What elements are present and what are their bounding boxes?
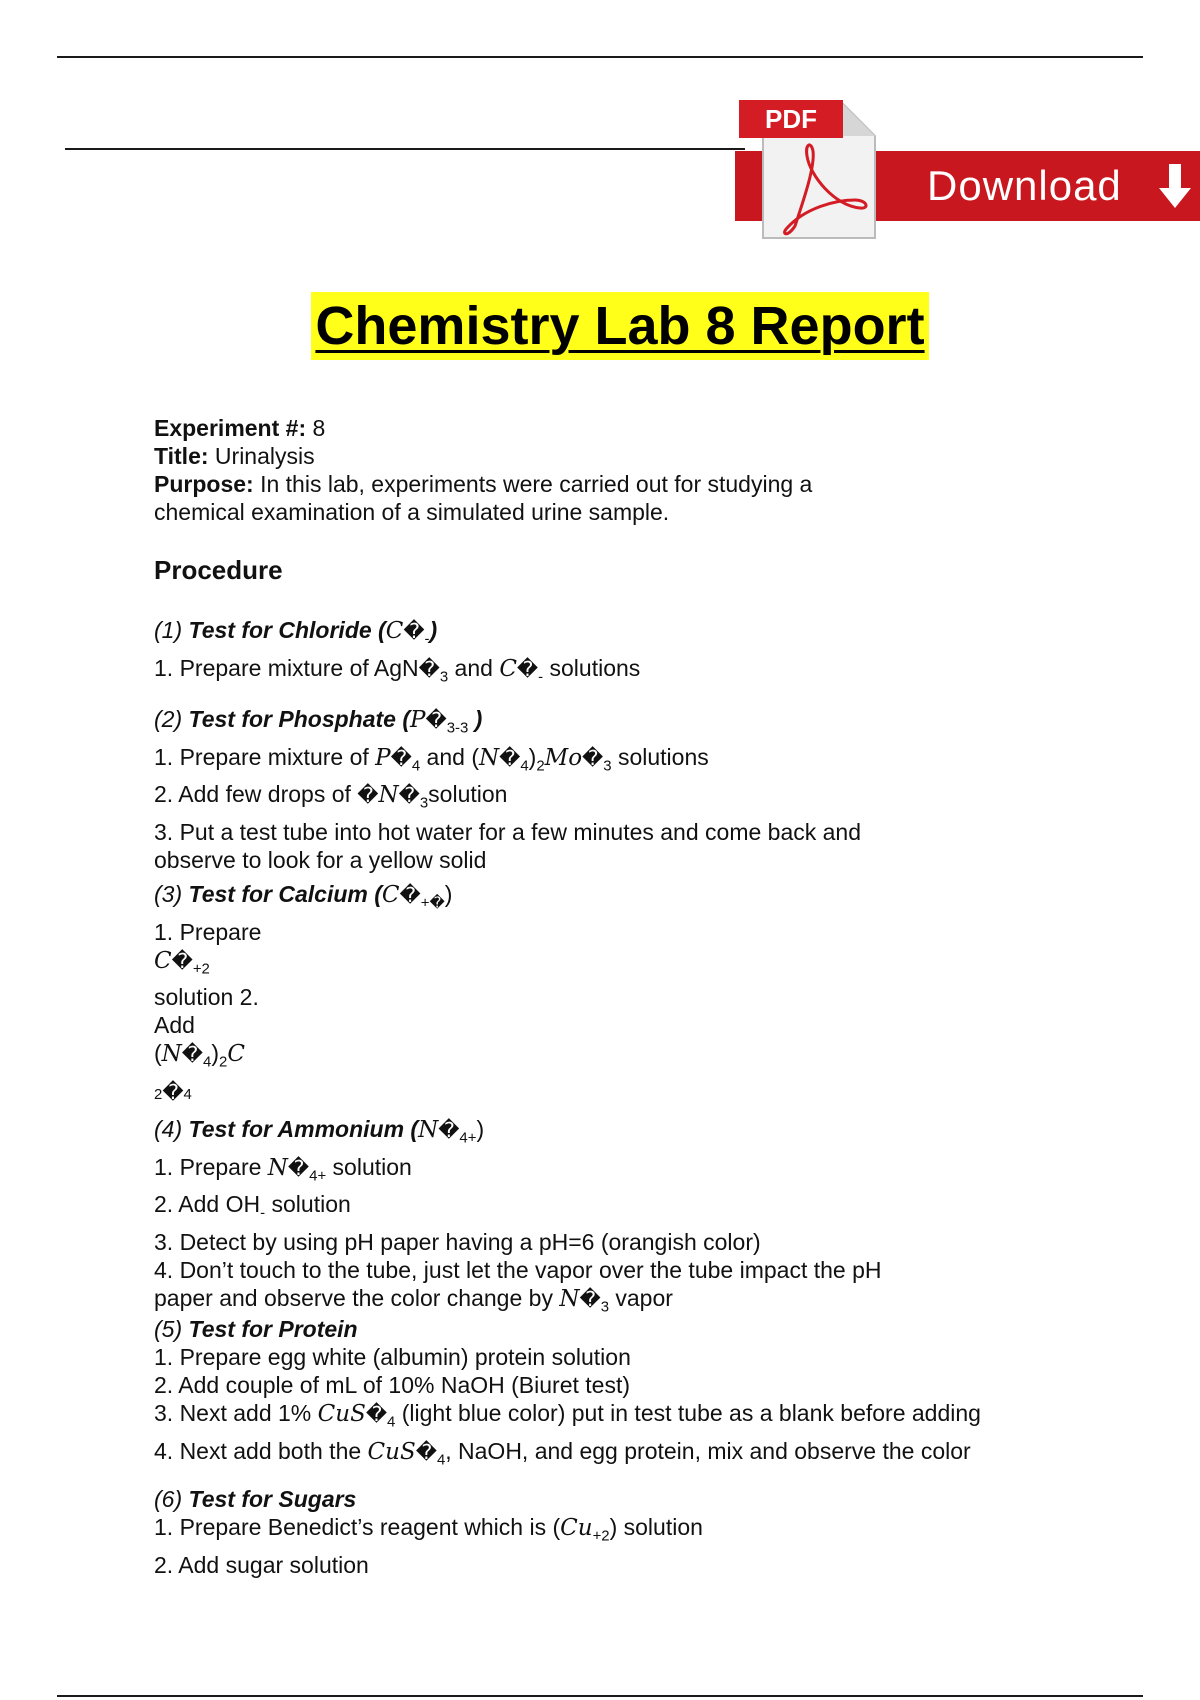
step: 2. Add couple of mL of 10% NaOH (Biuret test)	[154, 1372, 630, 1398]
title-block	[0, 292, 1200, 360]
section-title: (6) Test for Sugars	[154, 1486, 357, 1512]
step: 1. Prepare egg white (albumin) protein solution	[154, 1344, 631, 1370]
section-title: (2) Test for Phosphate ($P�_{3-3}$ )	[154, 706, 483, 737]
section-ammonium	[154, 1115, 1114, 1321]
pdf-tag: PDF	[765, 104, 817, 134]
step: 4. Don’t touch to the tube, just let the vapor over the tube impact the pH	[154, 1256, 882, 1283]
experiment-value: 8	[306, 415, 326, 441]
download-label[interactable]: Download	[927, 162, 1122, 209]
step: 1. Prepare Benedict’s reagent which is $(Cu_{+2})$ solution	[154, 1514, 703, 1545]
step: 3. Next add 1% $CuS�_4$ (light blue color) put in test tube as a blank before adding	[154, 1400, 981, 1431]
procedure-heading: Procedure	[154, 555, 283, 585]
step: 2. Add few drops of $�N�_3solution$	[154, 781, 508, 812]
step-continued: paper and observe the color change by $N�_3$ vapor	[154, 1284, 673, 1316]
section-calcium	[154, 880, 1114, 1109]
procedure-heading-block	[154, 556, 1114, 584]
step-continued: observe to look for a yellow solid	[154, 846, 487, 873]
experiment-label: Experiment #:	[154, 415, 307, 441]
step: 3. Put a test tube into hot water for a few minutes and come back and	[154, 818, 862, 845]
section-sugars	[154, 1485, 1114, 1579]
section-title: (4) Test for Ammonium $(N�_{4+})$	[154, 1116, 485, 1147]
step: 2. Add sugar solution	[154, 1551, 369, 1578]
section-phosphate	[154, 705, 1114, 874]
formula-line: 2�4	[154, 1079, 192, 1104]
bottom-rule	[57, 1695, 1143, 1697]
step: 1. Prepare $N�_{4+}$ solution	[154, 1153, 412, 1185]
page-title: Chemistry Lab 8 Report	[311, 292, 928, 360]
purpose-line2: chemical examination of a simulated urine sample.	[154, 499, 670, 525]
purpose-label: Purpose:	[154, 471, 254, 497]
section-protein	[154, 1315, 1114, 1474]
step: 3. Detect by using pH paper having a pH=6 (orangish color)	[154, 1228, 761, 1255]
section-title: (5) Test for Protein	[154, 1316, 358, 1342]
title-label: Title:	[154, 443, 209, 469]
purpose-line1: In this lab, experiments were carried out for studying a	[253, 471, 813, 497]
section-chloride	[154, 616, 1114, 691]
step: 1. Prepare mixture of $AgN�_3$ and $C�_-$ solutions	[154, 654, 641, 686]
step: 1. Prepare	[154, 918, 262, 945]
title-value: Urinalysis	[208, 443, 315, 469]
step: 1. Prepare mixture of $P�_4$ and $(N�_4)_2Mo�_3$ solutions	[154, 743, 709, 775]
formula-line: $(N�_4)_2C$	[154, 1040, 245, 1071]
top-rule	[57, 56, 1143, 58]
download-arrow-icon[interactable]	[1155, 162, 1195, 212]
header-rule	[65, 148, 745, 150]
section-title: (3) Test for Calcium $(C�_{+�})$	[154, 881, 453, 912]
step: solution 2.	[154, 984, 259, 1011]
step: 2. Add $OH_-$ solution	[154, 1191, 351, 1222]
formula-line: $C�_{+2}$	[154, 947, 210, 978]
meta-block	[154, 414, 1114, 526]
download-banner[interactable]	[735, 96, 1200, 246]
step: Add	[154, 1012, 195, 1039]
section-title: (1) Test for Chloride $(C�_-)$	[154, 617, 438, 648]
step: 4. Next add both the $CuS�_4$, NaOH, and egg protein, mix and observe the color	[154, 1437, 971, 1469]
